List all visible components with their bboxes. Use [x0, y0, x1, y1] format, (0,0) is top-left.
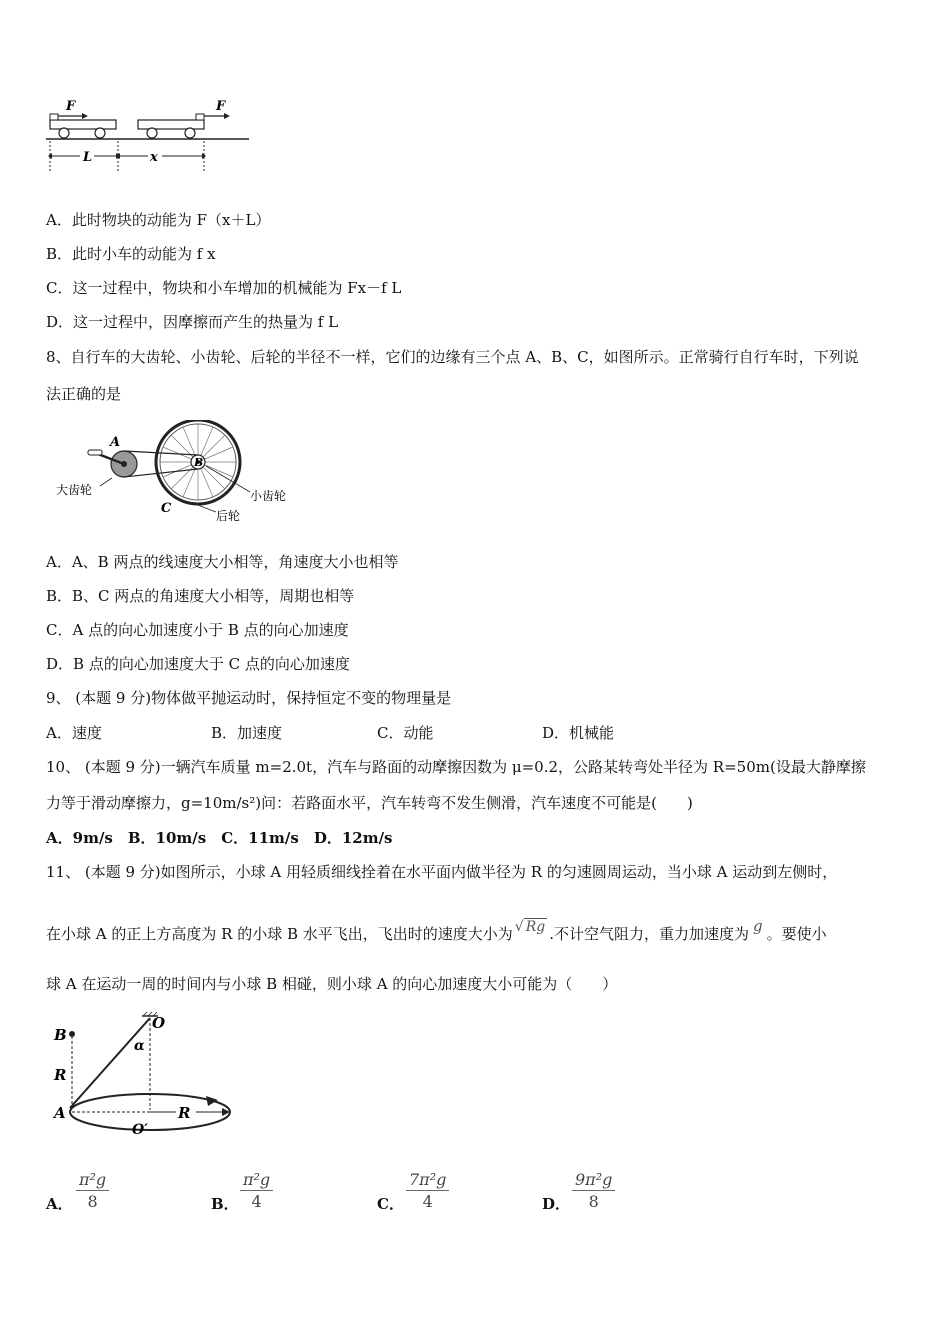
q11-option-d-label: D． [542, 1195, 571, 1213]
dim-label-L: L [83, 150, 93, 165]
q10-stem-line1: 10、 (本题 9 分)一辆汽车质量 m=2.0t，汽车与路面的动摩擦因数为 μ=0.2，公路某转弯处半径为 R=50m(设最大静摩擦 [46, 758, 866, 776]
cart-figure [44, 96, 254, 176]
label-C: C [161, 501, 172, 516]
q8-option-a: A．A、B 两点的线速度大小相等，角速度大小也相等 [46, 553, 399, 571]
q11-stem-line3: 球 A 在运动一周的时间内与小球 B 相碰，则小球 A 的向心加速度大小可能为（ ） [46, 975, 618, 993]
q11-option-d-fraction [572, 1170, 615, 1213]
force-label-right: F [216, 99, 226, 114]
q8-stem-line2: 法正确的是 [46, 385, 122, 403]
label-B: B [194, 456, 204, 469]
q11-option-a-den: 8 [87, 1192, 98, 1211]
sqrt-radicand: Rg [525, 919, 546, 935]
q11-option-b-label: B． [211, 1195, 239, 1213]
sqrt-expression: √ Rg [514, 919, 546, 935]
q11-option-c-fraction [406, 1170, 449, 1213]
label-B: B [54, 1026, 67, 1044]
label-O: O [152, 1014, 166, 1032]
g-symbol: g [752, 917, 763, 935]
label-A: A [110, 435, 121, 450]
label-A: A [54, 1104, 66, 1122]
q11-option-a-label: A． [46, 1195, 73, 1213]
label-alpha: α [134, 1038, 145, 1054]
label-O-prime: O′ [132, 1122, 148, 1138]
q11-stem-line2c: 。要使小 [766, 925, 827, 943]
q8-stem-line1: 8、自行车的大齿轮、小齿轮、后轮的半径不一样，它们的边缘有三个点 A、B、C，如图所示。正常骑行自行车时，下列说 [46, 348, 859, 366]
q8-option-b: B．B、C 两点的角速度大小相等，周期也相等 [46, 587, 355, 605]
circular-motion-figure [46, 1010, 246, 1145]
q9-option-d: D．机械能 [542, 724, 615, 742]
label-R-vertical: R [54, 1066, 67, 1084]
q11-stem-line1: 11、 (本题 9 分)如图所示，小球 A 用轻质细线拴着在水平面内做半径为 R 的匀速圆周运动，当小球 A 运动到左侧时， [46, 863, 838, 881]
q11-option-d-num: 9π²g [572, 1170, 615, 1191]
bicycle-figure [50, 420, 300, 525]
label-small-gear: 小齿轮 [250, 489, 287, 503]
force-label-left: F [66, 99, 76, 114]
q8-option-d: D．B 点的向心加速度大于 C 点的向心加速度 [46, 655, 350, 673]
q11-option-c-den: 4 [422, 1192, 433, 1211]
label-R-horizontal: R [178, 1104, 191, 1122]
q11-option-d-den: 8 [588, 1192, 599, 1211]
label-rear-wheel: 后轮 [216, 509, 241, 523]
q11-stem-line2 [46, 917, 827, 945]
q11-option-a-num: π²g [76, 1170, 109, 1191]
q11-stem-line2a: 在小球 A 的正上方高度为 R 的小球 B 水平飞出，飞出时的速度大小为 [46, 925, 513, 943]
q10-options: A．9m/s B．10m/s C．11m/s D．12m/s [46, 829, 393, 847]
q8-option-c: C．A 点的向心加速度小于 B 点的向心加速度 [46, 621, 349, 639]
q7-option-c: C．这一过程中，物块和小车增加的机械能为 Fx－f L [46, 279, 402, 297]
q11-option-a-fraction [76, 1170, 109, 1213]
q9-option-c: C．动能 [377, 724, 434, 742]
q10-stem-line2: 力等于滑动摩擦力，g=10m/s²)问：若路面水平，汽车转弯不发生侧滑，汽车速度不可能是( ) [46, 794, 693, 812]
q11-option-c-num: 7π²g [406, 1170, 449, 1191]
q7-option-a: A．此时物块的动能为 F（x＋L） [46, 211, 271, 229]
q9-option-b: B．加速度 [211, 724, 283, 742]
q11-option-c-label: C． [377, 1195, 404, 1213]
label-big-gear: 大齿轮 [56, 483, 93, 497]
q11-option-b-den: 4 [251, 1192, 262, 1211]
q11-stem-line2b: .不计空气阻力，重力加速度为 [549, 925, 749, 943]
q9-stem: 9、 (本题 9 分)物体做平抛运动时，保持恒定不变的物理量是 [46, 689, 452, 707]
q11-option-b-num: π²g [240, 1170, 273, 1191]
q7-option-b: B．此时小车的动能为 f x [46, 245, 216, 263]
q9-option-a: A．速度 [46, 724, 102, 742]
q7-option-d: D．这一过程中，因摩擦而产生的热量为 f L [46, 313, 339, 331]
q11-option-b-fraction [240, 1170, 273, 1213]
dim-label-x: x [150, 150, 158, 165]
